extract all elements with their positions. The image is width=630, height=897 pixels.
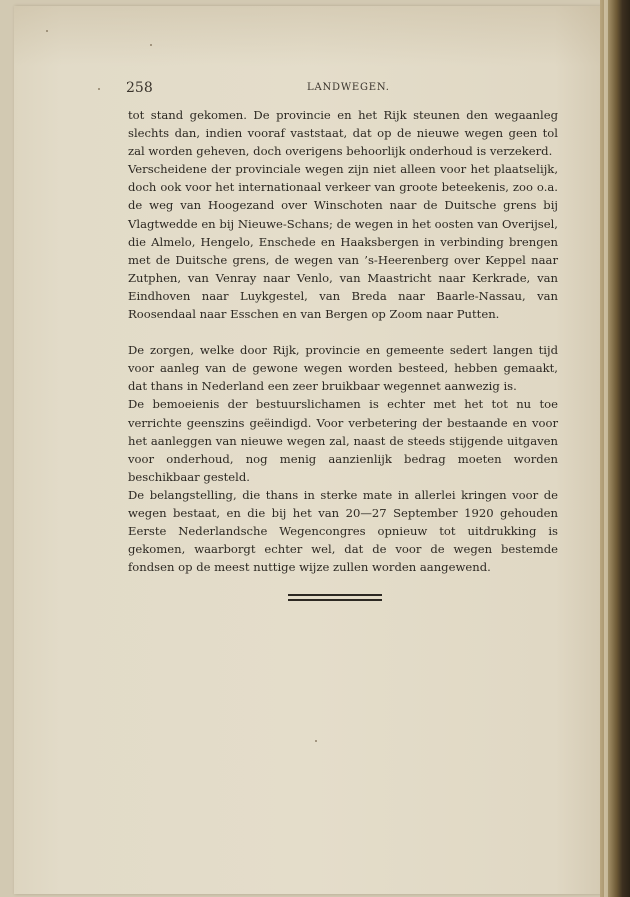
paper-speck xyxy=(315,740,317,742)
rule-line xyxy=(288,599,382,601)
paragraph: tot stand gekomen. De provincie en het Rijk steunen den wegaanleg slechts dan, indien vooraf vaststaat, dat op de nieuwe wegen geen tol zal worden geheven, doch overigens behoorlijk onderhoud is verzekerd. xyxy=(128,108,558,159)
body-text xyxy=(128,106,558,576)
running-head: LANDWEGEN. xyxy=(307,82,390,93)
paragraph: Verscheidene der provinciale wegen zijn niet alleen voor het plaatselijk, doch ook voor het internationaal verkeer van groote beteekenis, zoo o.a. de weg van Hoogezand over Winschoten naar de Duitsche grens bij Vlagtwedde en bij Nieuwe-Schans; de wegen in het oosten van Overijsel, die Almelo, Hengelo, Enschede en Haaksbergen in verbinding brengen met de Duitsche grens, de wegen van ’s-Heerenberg over Keppel naar Zutphen, van Venray naar Venlo, van Maastricht naar Kerkrade, van Eindhoven naar Luykgestel, van Breda naar Baarle-Nassau, van Roosendaal naar Esschen en van Bergen op Zoom naar Putten. xyxy=(128,162,558,322)
paper-speck xyxy=(46,30,48,32)
page-stain xyxy=(14,6,602,66)
paper-speck xyxy=(150,44,152,46)
paper-speck xyxy=(98,88,100,90)
page-number: 258 xyxy=(126,80,153,96)
paragraph: De zorgen, welke door Rijk, provincie en gemeente sedert langen tijd voor aanleg van de gewone wegen worden besteed, hebben gemaakt, dat thans in Nederland een zeer bruikbaar wegennet aanwezig is. xyxy=(128,343,558,394)
end-of-section-rule xyxy=(288,594,382,602)
paragraph: De bemoeienis der bestuurslichamen is echter met het tot nu toe verrichte geenszins geëindigd. Voor verbetering der bestaande en voor het aanleggen van nieuwe wegen zal, naast de steeds stijgende uitgaven voor onderhoud, nog menig aanzienlijk bedrag moeten worden beschikbaar gesteld. xyxy=(128,397,558,484)
page-header xyxy=(120,80,560,100)
paragraph: De belangstelling, die thans in sterke mate in allerlei kringen voor de wegen bestaat, en die bij het van 20—27 September 1920 gehouden Eerste Nederlandsche Wegencongres opnieuw tot uitdrukking is gekomen, waarborgt echter wel, dat de voor de wegen bestemde fondsen op de meest nuttige wijze zullen worden aangewend. xyxy=(128,487,558,575)
rule-line xyxy=(288,594,382,596)
page-edge xyxy=(604,0,608,897)
